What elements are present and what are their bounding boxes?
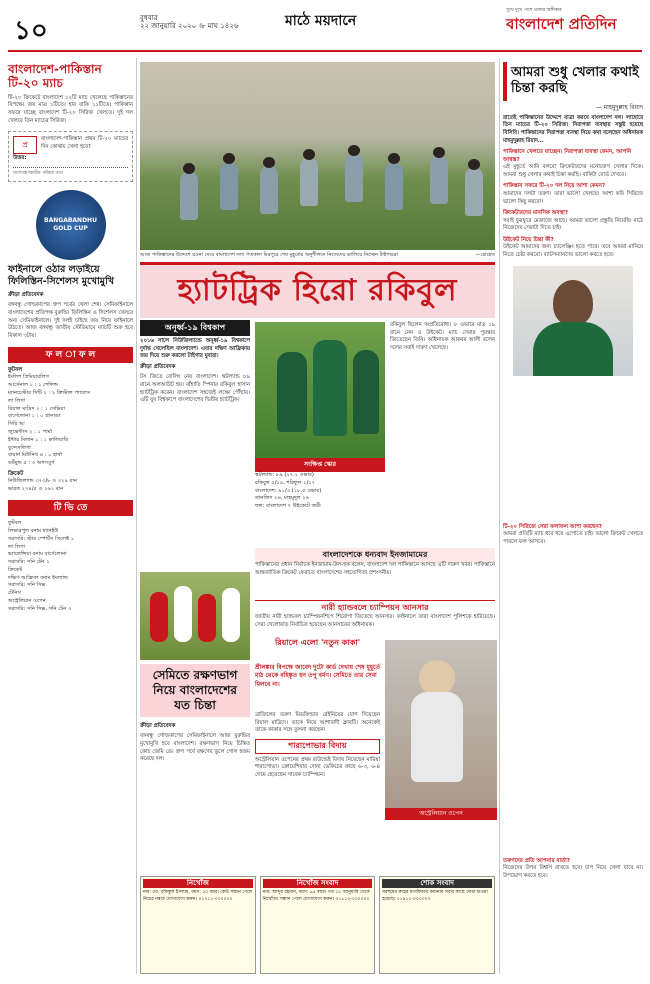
interview-question: পাকিস্তানে খেলতে যাচ্ছেন। নিরাপত্তা ব্যবস্থা কেমন, আপনি আশ্বস্ত? <box>503 149 632 163</box>
tv-schedule-item: অস্ট্রেলিয়ান ওপেন <box>8 598 46 605</box>
interview-headline: আমরা শুধু খেলার কথাই চিন্তা করছি <box>503 62 643 101</box>
scorecard-line: স্কটল্যান্ড: ৮৯ (২৭.২ ওভার) <box>255 472 314 478</box>
scorecard <box>255 472 385 511</box>
cricket-head: ক্রিকেট <box>8 470 24 477</box>
defense-quote: শ্রীলঙ্কার বিপক্ষে জাবেদ দুটো কার্ড দেখায় শেষ মুহূর্তে মাঠ থেকে বহিষ্কৃত হন তপু বর্মণ। সেমিতে তার সেবা মিলবে না। <box>255 664 380 688</box>
cricket-result-item: নিউজিল্যান্ড ৩৭৩/৮ ও ৩২৯ রান <box>8 478 77 485</box>
newspaper-logo <box>506 8 636 42</box>
results-list <box>8 374 133 468</box>
handball-body: জাতীয় নারী হ্যান্ডবল চ্যাম্পিয়নশিপে শিরোপা জিতেছে আনসার। ফাইনালে তারা বাংলাদেশ পুলিশকে হারিয়েছে। সেরা খেলোয়াড় নির্বাচিত হয়েছেন আনসারের অধিনায়ক। <box>255 614 495 628</box>
left-column <box>8 62 133 614</box>
u19-right-body: রকিবুল ছিলেন অপ্রতিরোধ্য। ৮ ওভারে মাত্র ১৯ রানে নেন ৫ উইকেট। ম্যাচ সেরার পুরস্কার জিতেছেন তিনি। অধিনায়ক আকবর আলী বলেন দলের সবাই দারুণ খেলেছে। <box>390 322 495 352</box>
football-photo <box>140 572 250 660</box>
tv-schedule-item: ভ্যালেন্সিয়া বনাম বার্সেলোনা <box>8 551 67 558</box>
result-item: ম্যানচেস্টার সিটি ২ : ২ ক্রিস্টাল প্যালেস <box>8 389 91 396</box>
interview-question: ক্রিকেটারদের মানসিক অবস্থা? <box>503 210 569 217</box>
ad-title: নিখোঁজ সংবাদ <box>263 879 373 888</box>
page-number: ১০ <box>14 16 48 46</box>
u19-byline: ক্রীড়া প্রতিবেদক <box>140 364 176 371</box>
tv-schedule-item: লা লিগা <box>8 543 26 550</box>
classified-ad <box>379 876 495 974</box>
ad-row <box>140 876 495 974</box>
interview-answer: এই মুহূর্তে আমি বলবো ক্রিকেটারদের মনোযোগ খেলার দিকে। আমরা শুধু খেলার কথাই চিন্তা করছি। বাকিটা বোর্ড দেখবে। <box>503 164 643 178</box>
defense-byline: ক্রীড়া প্রতিবেদক <box>140 723 176 729</box>
hero-caption-text: আজ পাকিস্তানের উদ্দেশে রওনা দেবে বাংলাদেশ দল। গতকাল মিরপুরে শেষ মুহূর্তের অনুশীলনে নিজেদের ঝালিয়ে নিচ্ছেন টাইগাররা <box>140 252 399 258</box>
ad-title: শোক সংবাদ <box>382 879 492 888</box>
classified-ad <box>260 876 376 974</box>
mid-left <box>140 338 250 405</box>
tv-schedule-item: সরাসরি: স্টার স্পোর্টস সিলেক্ট ১ <box>8 535 75 542</box>
interview-lead: রাতেই পাকিস্তানের উদ্দেশে যাত্রা করবে বাংলাদেশ দল। লাহোরে তিন ম্যাচের টি-২০ সিরিজ। নিরাপত্তা ব্যবস্থায় সন্তুষ্ট হয়েছে বিসিবি। পাকিস্তানের নিরাপত্তা ব্যবস্থা নিয়ে কথা বলেছেন অধিনায়ক মাহমুদুল্লাহ রিয়াদ... <box>503 114 643 144</box>
tv-schedule-item: টেনিস <box>8 590 21 597</box>
interview-question: টি-২০ সিরিজে সেরা ফলাফল আশা করছেন? <box>503 524 602 530</box>
banner-title: হ্যাটট্রিক হিরো রকিবুল <box>177 273 458 309</box>
tv-schedule-item: সরাসরি: সনি টেন ২ <box>8 559 50 566</box>
results-bar: ফ ল া ফ ল <box>8 347 133 363</box>
mid-right <box>390 322 495 353</box>
cricket-result-item: ভারত ২৭৪/৫ ও ২৬১ রান <box>8 486 64 493</box>
sub-headline-real: রিয়ালে এলো 'নতুন কাকা' <box>274 638 361 647</box>
farewell-headline: শারাপোভার বিদায় <box>255 739 380 754</box>
u19-body: টস জিতে বোলিং নেয় বাংলাদেশ। স্কটল্যান্ড ৮৯ রানে অলআউট হয়। বাঁহাতি স্পিনার রকিবুল হাসান হ্যাটট্রিক করেন। বাংলাদেশ সহজেই লক্ষ্যে পৌঁছায়। এটি যুব বিশ্বকাপে বাংলাদেশের দ্বিতীয় হ্যাটট্রিক। <box>140 374 250 404</box>
classified-ad <box>140 876 256 974</box>
result-item: ইন্টার মিলান ১ : ১ কালিয়ারি <box>8 436 69 443</box>
quiz-footer: অংশগ্রহণকারীর পরিচয় তথ্য <box>13 171 63 177</box>
defense-headline: সেমিতে রক্ষণভাগ নিয়ে বাংলাদেশের যত চিন্তা <box>140 664 250 717</box>
headline-banner <box>140 262 495 318</box>
tv-schedule-item: ক্রিকেট <box>8 566 23 573</box>
farewell-body: অস্ট্রেলিয়ান ওপেনের প্রথম রাউন্ডেই বিদায় নিয়েছেন মারিয়া শারাপোভা। ক্রোয়েশিয়ার দোনা ভেকিচের কাছে ৬-৩, ৬-৪ গেমে হেরেছেন সাবেক চ্যাম্পিয়ন। <box>255 756 380 779</box>
right-bottom <box>503 854 643 881</box>
hero-caption <box>140 250 495 261</box>
result-item: ডর্টমুন্ড ৫ : ৩ অগসবুর্গ <box>8 460 55 467</box>
u19-intro: ২০১৬ সালে নিউজিল্যান্ডে অনূর্ধ্ব-১৯ বিশ্বকাপে দুর্দান্ত খেলেছিল বাংলাদেশ। এবার দক্ষিণ আফ্রিকায় জয় দিয়ে শুরু করলো টাইগার যুবারা। <box>140 338 250 360</box>
ad-text: মরহুমের রুহের মাগফিরাত কামনায় সবার কাছে দোয়া চাওয়া হয়েছে। ০১৯১১-০০০০০০ <box>382 890 488 902</box>
interview-answer: সবাই ফুরফুরে মেজাজে আছে। আমরা ভালো প্রস্তুতি নিয়েছি। মাঠে নিজেদের সেরাটা দিতে চাই। <box>503 217 643 232</box>
issue-date <box>140 14 238 31</box>
tennis-caption: অস্ট্রেলিয়ান ওপেন <box>385 808 497 820</box>
sub-headline-inzamam: বাংলাদেশকে ধন্যবাদ ইনজামামের <box>255 548 495 563</box>
tv-schedule-item: লিভারপুল বনাম ম্যানইউ <box>8 527 59 534</box>
hero-photo <box>140 62 495 250</box>
photo-label: সংক্ষিপ্ত স্কোর <box>255 458 385 472</box>
defense-story <box>140 720 250 764</box>
right-column <box>503 62 643 382</box>
result-item: সিরি আ <box>8 421 25 428</box>
interview-answer: উইকেট আমাদের জন্য চ্যালেঞ্জিং হতে পারে। তবে আমরা মানিয়ে নিতে চেষ্টা করবো। ব্যাটসম্যানদের ভালো করতে হবে। <box>503 244 643 259</box>
result-item: জুভেন্টাস ২ : ১ পার্মা <box>8 428 53 435</box>
ad-title: নিখোঁজ <box>143 879 253 888</box>
ad-text: নাম: আব্দুর রহমান, বয়স: ৬৫ বছর। গত ১৮ জানুয়ারি থেকে নিখোঁজ। সন্ধান পেলে যোগাযোগ করুন। ০১৮১২-০০০০০০ <box>262 890 370 902</box>
interview-answer: আমরা প্রতিটি ম্যাচ ধরে ধরে এগোতে চাই। ভালো ক্রিকেট খেলতে পারলে ফল আসবে। <box>503 531 643 546</box>
tv-list <box>8 520 133 614</box>
tv-schedule-item: ফুটবল <box>8 520 22 527</box>
interview-question: তরুণদের প্রতি আপনার বার্তা? <box>503 858 570 864</box>
gold-cup-logo: BANGABANDHU GOLD CUP <box>36 190 106 260</box>
issue-day: বুধবার <box>140 14 158 22</box>
tv-schedule-item: দক্ষিণ আফ্রিকা বনাম ইংল্যান্ড <box>8 574 69 581</box>
masthead <box>0 0 650 58</box>
interview-answer: আমাদের দলটা তরুণ। তারা ভালো খেলছে। আশা করি সিরিজে ভালো কিছু করবো। <box>503 190 643 205</box>
farewell-story <box>255 712 380 780</box>
quiz-answer-line <box>13 162 128 168</box>
result-item: বায়ার্ন মিউনিখ ৪ : ০ হার্থা <box>8 452 63 459</box>
result-item: আর্সেনাল ১ : ১ শেফিল্ড <box>8 382 59 389</box>
final-body: বঙ্গবন্ধু গোল্ডকাপের গ্রুপ পর্বের খেলা শেষ। সেমিফাইনালে বাংলাদেশের প্রতিপক্ষ বুরুন্ডি। ফিলিস্তিন ও সিশেলস খেলবে অন্য সেমিফাইনালে। দুই দলই চাইছে জয় নিয়ে ফাইনালে উঠতে। আজ বঙ্গবন্ধু জাতীয় স্টেডিয়ামে ম্যাচটি শুরু হবে বিকাল ৩টায়। <box>8 302 133 340</box>
tv-schedule-item: সরাসরি: সনি সিক্স, সনি টেন ৩ <box>8 605 72 612</box>
interview-writer: — মাহমুদুল্লাহ রিয়াদ <box>595 103 643 111</box>
ad-text: নাম: মো. রফিকুল ইসলাম, বয়স: ৫০ বছর। কেউ সন্ধান পেলে নিচের নম্বরে যোগাযোগ করুন। ০১৭১২-০০০০০০ <box>143 890 253 902</box>
result-item: ইংলিশ প্রিমিয়ারলিগ <box>8 374 49 381</box>
final-headline: ফাইনালে ওঠার লড়াইয়ে ফিলিস্তিন-সিশেলস মুখোমুখি <box>8 264 115 288</box>
result-item: রিয়াল মাদ্রিদ ২ : ১ সেভিয়া <box>8 405 65 412</box>
interview-question: পাকিস্তান সফরে টি-২০ দল নিয়ে আশা কেমন? <box>503 183 606 190</box>
player-portrait <box>513 266 633 376</box>
scorecard-line: রকিবুল ৫/১৯, শরিফুল ২/১৭ <box>255 479 316 486</box>
results-head: ফুটবল <box>8 366 23 373</box>
quiz-box <box>8 131 133 182</box>
result-item: লা লিগা <box>8 397 26 404</box>
sub-headline-handball: নারী হ্যান্ডবলে চ্যাম্পিয়ন আনসার <box>255 600 495 616</box>
result-item: বুন্দেসলিগা <box>8 444 31 451</box>
scorecard-line: ফল: বাংলাদেশ ৭ উইকেটে জয়ী <box>255 503 321 510</box>
handball-story <box>255 614 495 629</box>
quiz-question: বাংলাদেশ-পাকিস্তান প্রথম টি-২০ ম্যাচের দিন কোথায় খেলা হবে? <box>41 136 128 151</box>
left-body: টি-২০ ক্রিকেটে বাংলাদেশ ১২টি ম্যাচ খেলেছে পাকিস্তানের বিপক্ষে। জয় মাত্র ১টিতে। হার বাকি ১১টিতে। পাকিস্তান সফরে যাচ্ছে বাংলাদেশ টি-২০ সিরিজ খেলতে। দুই দল খেলবে তিন ম্যাচের সিরিজ। <box>8 94 133 124</box>
inzamam-body: পাকিস্তানের প্রধান নির্বাচক ইনজামাম-উল-হক বলেন, বাংলাদেশ দল পাকিস্তানে আসছে এটি দারুণ খবর। পাকিস্তানে আন্তর্জাতিক ক্রিকেট ফেরাতে বাংলাদেশের সহযোগিতা প্রশংসনীয়। <box>255 562 495 576</box>
u19-photo <box>255 322 385 472</box>
scorecard-line: তানজিদ ২৬, মাহমুদুল ২৬ <box>255 495 310 502</box>
cricket-list <box>8 478 133 494</box>
tv-bar: টি ভি তে <box>8 500 133 516</box>
issue-date-text: ২২ জানুয়ারি ২০২০ ।৮ মাঘ ১৪২৬ <box>140 22 239 31</box>
column-divider <box>499 58 500 974</box>
interview-question: উইকেট নিয়ে চিন্তা কী? <box>503 237 554 243</box>
logo-tagline: সুখে দুখে পাশে থাকার অঙ্গীকার <box>506 8 562 13</box>
tennis-photo <box>385 640 497 820</box>
masthead-rule <box>8 50 642 52</box>
result-item: বার্সেলোনা ১ : ০ গ্রানাডা <box>8 413 61 420</box>
tv-schedule-item: সরাসরি: সনি সিক্স <box>8 582 46 589</box>
right-lower <box>503 520 643 547</box>
real-story <box>255 638 380 652</box>
real-body: ব্রাজিলের তরুণ মিডফিল্ডার রেইনিয়ের যোগ দিয়েছেন রিয়াল মাদ্রিদে। তাকে নিয়ে আশাবাদী ক্লাবটি। অনেকেই তাকে কাকার সঙ্গে তুলনা করছেন। <box>255 712 380 734</box>
u19-tag: অনূর্ধ্ব-১৯ বিশ্বকাপ <box>140 320 250 336</box>
logo-title: বাংলাদেশ প্রতিদিন <box>506 15 617 34</box>
left-headline: বাংলাদেশ-পাকিস্তান টি-২০ ম্যাচ <box>8 62 102 91</box>
column-divider <box>136 58 137 974</box>
final-byline: ক্রীড়া প্রতিবেদক <box>8 292 44 299</box>
hero-credit: —রোহেত <box>475 252 495 258</box>
defense-body: বঙ্গবন্ধু গোল্ডকাপের সেমিফাইনালে আজ বুরুন্ডির মুখোমুখি হবে বাংলাদেশ। রক্ষণভাগ নিয়ে চিন্তিত কোচ জেমি ডে। গ্রুপ পর্বে রক্ষণের ভুলে গোল হজম করেছে দল। <box>140 733 250 763</box>
quiz-answer-label: উত্তর: <box>13 154 27 161</box>
quiz-logo-icon: প্র <box>13 136 37 154</box>
interview-answer: নিজেদের উপর বিশ্বাস রাখতে হবে। চাপ নিয়ে খেলা যাবে না। উপভোগ করতে হবে। <box>503 865 643 880</box>
scorecard-line: বাংলাদেশ: ৯১/৩ (১৮.৫ ওভার) <box>255 487 322 494</box>
section-title: মাঠে ময়দানে <box>285 13 357 29</box>
inzamam-story <box>255 562 495 577</box>
